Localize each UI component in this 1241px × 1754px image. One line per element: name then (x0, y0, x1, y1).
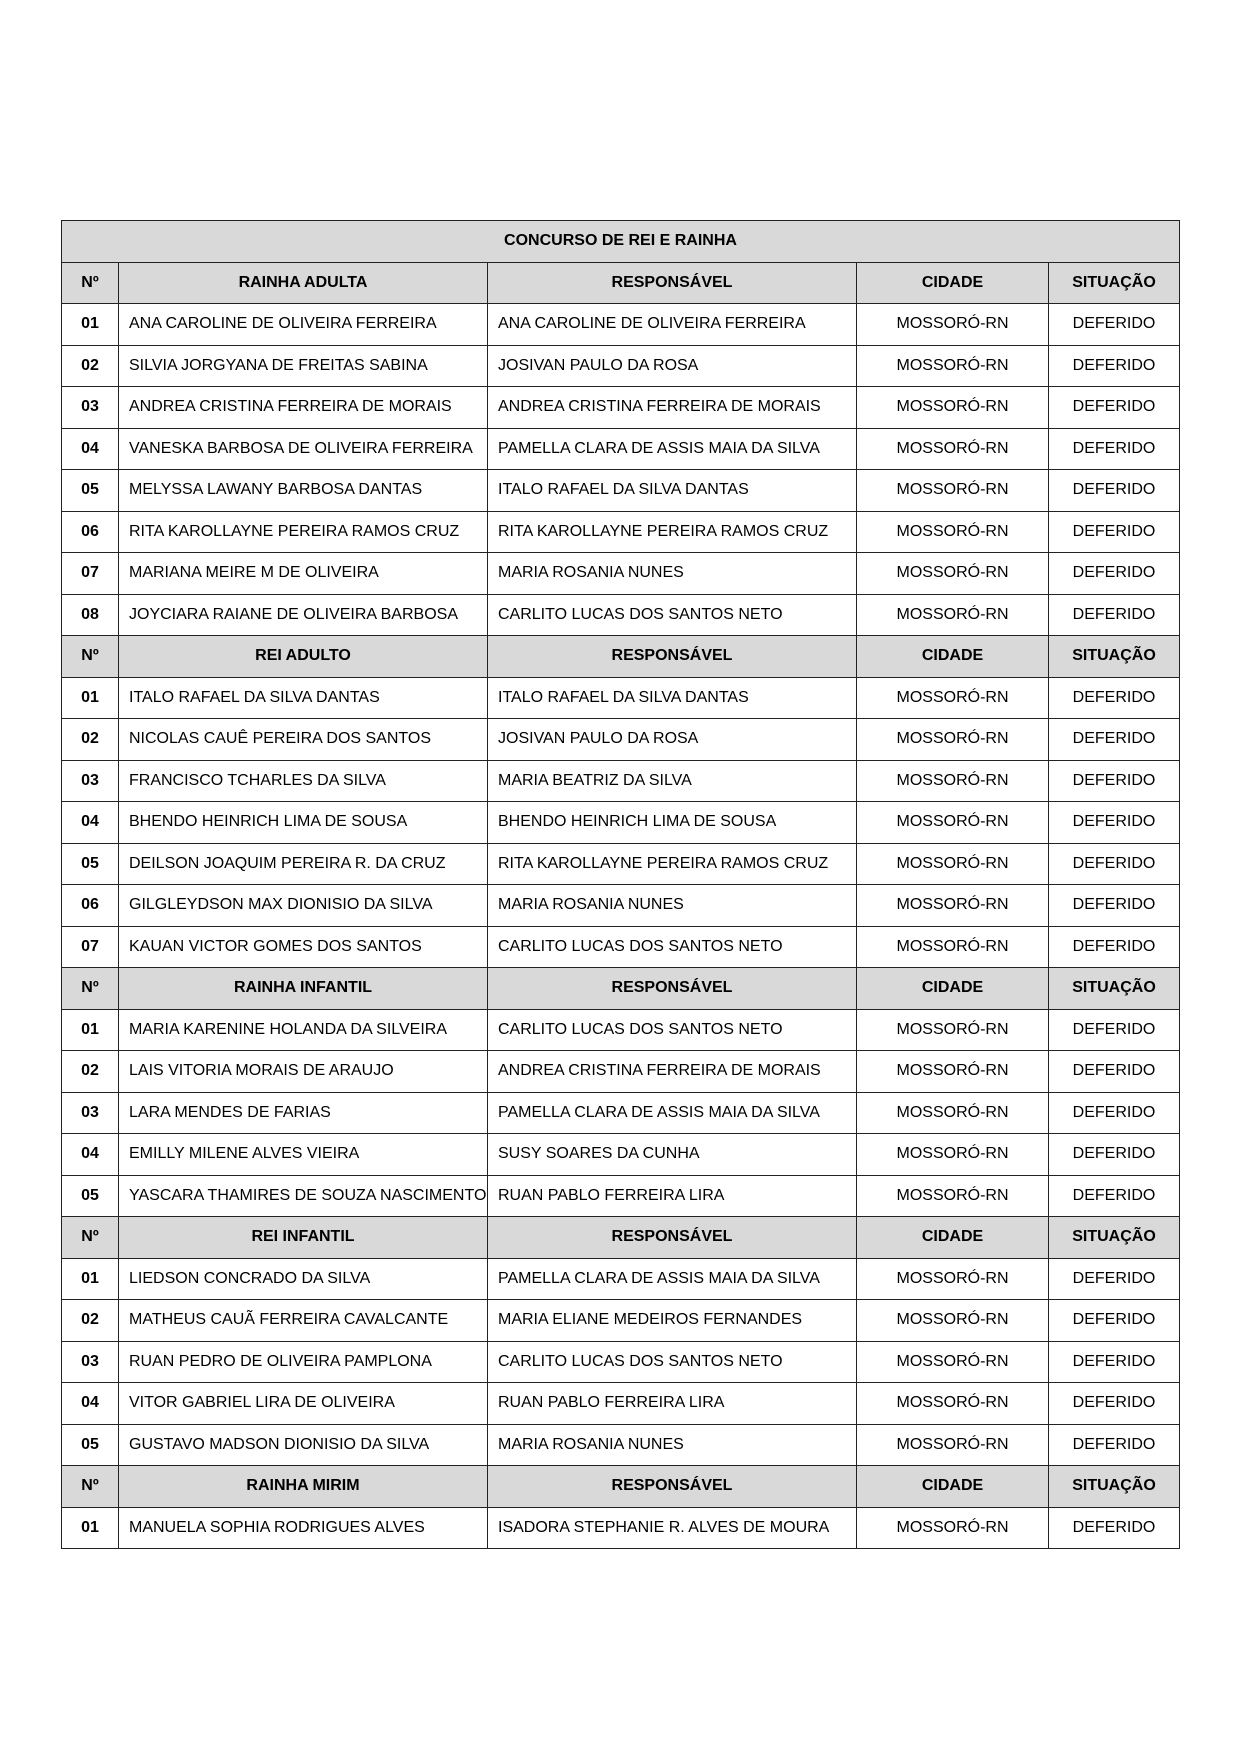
participant-name: BHENDO HEINRICH LIMA DE SOUSA (119, 802, 488, 844)
table-row (62, 1134, 1180, 1176)
city-cell: MOSSORÓ-RN (857, 1051, 1049, 1093)
table-row (62, 719, 1180, 761)
responsible-name: ITALO RAFAEL DA SILVA DANTAS (488, 677, 857, 719)
city-cell: MOSSORÓ-RN (857, 1507, 1049, 1549)
table-title: CONCURSO DE REI E RAINHA (62, 221, 1180, 263)
status-cell: DEFERIDO (1049, 1092, 1180, 1134)
responsible-name: PAMELLA CLARA DE ASSIS MAIA DA SILVA (488, 428, 857, 470)
status-cell: DEFERIDO (1049, 553, 1180, 595)
participant-name: GUSTAVO MADSON DIONISIO DA SILVA (119, 1424, 488, 1466)
header-category: RAINHA MIRIM (119, 1466, 488, 1508)
responsible-name: PAMELLA CLARA DE ASSIS MAIA DA SILVA (488, 1258, 857, 1300)
city-cell: MOSSORÓ-RN (857, 511, 1049, 553)
responsible-name: RITA KAROLLAYNE PEREIRA RAMOS CRUZ (488, 843, 857, 885)
row-number: 07 (62, 926, 119, 968)
row-number: 01 (62, 304, 119, 346)
status-cell: DEFERIDO (1049, 1258, 1180, 1300)
table-row (62, 1258, 1180, 1300)
city-cell: MOSSORÓ-RN (857, 1424, 1049, 1466)
table-row (62, 885, 1180, 927)
row-number: 05 (62, 843, 119, 885)
city-cell: MOSSORÓ-RN (857, 1092, 1049, 1134)
table-row (62, 1051, 1180, 1093)
table-row (62, 843, 1180, 885)
row-number: 05 (62, 470, 119, 512)
row-number: 07 (62, 553, 119, 595)
status-cell: DEFERIDO (1049, 1383, 1180, 1425)
responsible-name: MARIA ROSANIA NUNES (488, 1424, 857, 1466)
contest-table (61, 220, 1180, 1549)
header-category: REI INFANTIL (119, 1217, 488, 1259)
participant-name: MATHEUS CAUÃ FERREIRA CAVALCANTE (119, 1300, 488, 1342)
row-number: 03 (62, 760, 119, 802)
responsible-name: CARLITO LUCAS DOS SANTOS NETO (488, 1009, 857, 1051)
participant-name: SILVIA JORGYANA DE FREITAS SABINA (119, 345, 488, 387)
participant-name: KAUAN VICTOR GOMES DOS SANTOS (119, 926, 488, 968)
table-row (62, 677, 1180, 719)
participant-name: DEILSON JOAQUIM PEREIRA R. DA CRUZ (119, 843, 488, 885)
section-header-row (62, 968, 1180, 1010)
status-cell: DEFERIDO (1049, 802, 1180, 844)
section-header-row (62, 262, 1180, 304)
participant-name: MELYSSA LAWANY BARBOSA DANTAS (119, 470, 488, 512)
responsible-name: CARLITO LUCAS DOS SANTOS NETO (488, 926, 857, 968)
row-number: 05 (62, 1175, 119, 1217)
city-cell: MOSSORÓ-RN (857, 1258, 1049, 1300)
status-cell: DEFERIDO (1049, 304, 1180, 346)
table-row (62, 1507, 1180, 1549)
responsible-name: CARLITO LUCAS DOS SANTOS NETO (488, 1341, 857, 1383)
table-row (62, 802, 1180, 844)
header-city: CIDADE (857, 968, 1049, 1010)
city-cell: MOSSORÓ-RN (857, 1300, 1049, 1342)
table-row (62, 428, 1180, 470)
status-cell: DEFERIDO (1049, 470, 1180, 512)
city-cell: MOSSORÓ-RN (857, 843, 1049, 885)
participant-name: YASCARA THAMIRES DE SOUZA NASCIMENTO (119, 1175, 488, 1217)
status-cell: DEFERIDO (1049, 345, 1180, 387)
table-row (62, 511, 1180, 553)
city-cell: MOSSORÓ-RN (857, 553, 1049, 595)
row-number: 01 (62, 1009, 119, 1051)
table-row (62, 345, 1180, 387)
participant-name: LARA MENDES DE FARIAS (119, 1092, 488, 1134)
status-cell: DEFERIDO (1049, 1009, 1180, 1051)
status-cell: DEFERIDO (1049, 1300, 1180, 1342)
row-number: 02 (62, 345, 119, 387)
header-category: RAINHA ADULTA (119, 262, 488, 304)
header-city: CIDADE (857, 1217, 1049, 1259)
city-cell: MOSSORÓ-RN (857, 594, 1049, 636)
responsible-name: ANDREA CRISTINA FERREIRA DE MORAIS (488, 1051, 857, 1093)
status-cell: DEFERIDO (1049, 428, 1180, 470)
city-cell: MOSSORÓ-RN (857, 470, 1049, 512)
row-number: 01 (62, 1258, 119, 1300)
header-city: CIDADE (857, 1466, 1049, 1508)
status-cell: DEFERIDO (1049, 1175, 1180, 1217)
status-cell: DEFERIDO (1049, 1134, 1180, 1176)
row-number: 01 (62, 677, 119, 719)
status-cell: DEFERIDO (1049, 719, 1180, 761)
table-row (62, 926, 1180, 968)
city-cell: MOSSORÓ-RN (857, 1175, 1049, 1217)
participant-name: ITALO RAFAEL DA SILVA DANTAS (119, 677, 488, 719)
table-row (62, 387, 1180, 429)
responsible-name: MARIA ROSANIA NUNES (488, 885, 857, 927)
section-header-row (62, 1466, 1180, 1508)
header-status: SITUAÇÃO (1049, 262, 1180, 304)
row-number: 04 (62, 1134, 119, 1176)
responsible-name: PAMELLA CLARA DE ASSIS MAIA DA SILVA (488, 1092, 857, 1134)
participant-name: ANDREA CRISTINA FERREIRA DE MORAIS (119, 387, 488, 429)
row-number: 04 (62, 802, 119, 844)
participant-name: VANESKA BARBOSA DE OLIVEIRA FERREIRA (119, 428, 488, 470)
table-row (62, 1424, 1180, 1466)
status-cell: DEFERIDO (1049, 677, 1180, 719)
table-row (62, 1300, 1180, 1342)
city-cell: MOSSORÓ-RN (857, 926, 1049, 968)
row-number: 01 (62, 1507, 119, 1549)
participant-name: VITOR GABRIEL LIRA DE OLIVEIRA (119, 1383, 488, 1425)
city-cell: MOSSORÓ-RN (857, 1134, 1049, 1176)
row-number: 02 (62, 719, 119, 761)
participant-name: MANUELA SOPHIA RODRIGUES ALVES (119, 1507, 488, 1549)
participant-name: LAIS VITORIA MORAIS DE ARAUJO (119, 1051, 488, 1093)
header-num: Nº (62, 1217, 119, 1259)
table-row (62, 1009, 1180, 1051)
status-cell: DEFERIDO (1049, 594, 1180, 636)
header-status: SITUAÇÃO (1049, 968, 1180, 1010)
city-cell: MOSSORÓ-RN (857, 428, 1049, 470)
table-row (62, 1383, 1180, 1425)
responsible-name: ITALO RAFAEL DA SILVA DANTAS (488, 470, 857, 512)
table-row (62, 594, 1180, 636)
city-cell: MOSSORÓ-RN (857, 802, 1049, 844)
row-number: 04 (62, 1383, 119, 1425)
header-responsible: RESPONSÁVEL (488, 968, 857, 1010)
responsible-name: RUAN PABLO FERREIRA LIRA (488, 1175, 857, 1217)
city-cell: MOSSORÓ-RN (857, 1009, 1049, 1051)
row-number: 02 (62, 1051, 119, 1093)
header-status: SITUAÇÃO (1049, 1466, 1180, 1508)
header-responsible: RESPONSÁVEL (488, 1466, 857, 1508)
city-cell: MOSSORÓ-RN (857, 677, 1049, 719)
responsible-name: JOSIVAN PAULO DA ROSA (488, 719, 857, 761)
table-row (62, 1092, 1180, 1134)
responsible-name: ANA CAROLINE DE OLIVEIRA FERREIRA (488, 304, 857, 346)
table-row (62, 760, 1180, 802)
header-responsible: RESPONSÁVEL (488, 636, 857, 678)
table-body (62, 221, 1180, 1549)
responsible-name: SUSY SOARES DA CUNHA (488, 1134, 857, 1176)
header-responsible: RESPONSÁVEL (488, 1217, 857, 1259)
responsible-name: BHENDO HEINRICH LIMA DE SOUSA (488, 802, 857, 844)
status-cell: DEFERIDO (1049, 1341, 1180, 1383)
city-cell: MOSSORÓ-RN (857, 387, 1049, 429)
city-cell: MOSSORÓ-RN (857, 304, 1049, 346)
section-header-row (62, 1217, 1180, 1259)
responsible-name: MARIA ELIANE MEDEIROS FERNANDES (488, 1300, 857, 1342)
participant-name: RUAN PEDRO DE OLIVEIRA PAMPLONA (119, 1341, 488, 1383)
header-num: Nº (62, 968, 119, 1010)
responsible-name: RUAN PABLO FERREIRA LIRA (488, 1383, 857, 1425)
status-cell: DEFERIDO (1049, 843, 1180, 885)
participant-name: MARIANA MEIRE M DE OLIVEIRA (119, 553, 488, 595)
row-number: 08 (62, 594, 119, 636)
participant-name: FRANCISCO TCHARLES DA SILVA (119, 760, 488, 802)
status-cell: DEFERIDO (1049, 1051, 1180, 1093)
participant-name: NICOLAS CAUÊ PEREIRA DOS SANTOS (119, 719, 488, 761)
table-row (62, 470, 1180, 512)
header-num: Nº (62, 1466, 119, 1508)
header-num: Nº (62, 636, 119, 678)
row-number: 02 (62, 1300, 119, 1342)
city-cell: MOSSORÓ-RN (857, 345, 1049, 387)
status-cell: DEFERIDO (1049, 760, 1180, 802)
responsible-name: CARLITO LUCAS DOS SANTOS NETO (488, 594, 857, 636)
table-row (62, 304, 1180, 346)
city-cell: MOSSORÓ-RN (857, 1383, 1049, 1425)
table-row (62, 1341, 1180, 1383)
participant-name: GILGLEYDSON MAX DIONISIO DA SILVA (119, 885, 488, 927)
status-cell: DEFERIDO (1049, 511, 1180, 553)
header-status: SITUAÇÃO (1049, 636, 1180, 678)
header-category: REI ADULTO (119, 636, 488, 678)
row-number: 03 (62, 387, 119, 429)
status-cell: DEFERIDO (1049, 926, 1180, 968)
table-row (62, 1175, 1180, 1217)
table-row (62, 553, 1180, 595)
section-header-row (62, 636, 1180, 678)
responsible-name: ANDREA CRISTINA FERREIRA DE MORAIS (488, 387, 857, 429)
responsible-name: ISADORA STEPHANIE R. ALVES DE MOURA (488, 1507, 857, 1549)
responsible-name: RITA KAROLLAYNE PEREIRA RAMOS CRUZ (488, 511, 857, 553)
participant-name: LIEDSON CONCRADO DA SILVA (119, 1258, 488, 1300)
header-responsible: RESPONSÁVEL (488, 262, 857, 304)
status-cell: DEFERIDO (1049, 885, 1180, 927)
responsible-name: MARIA BEATRIZ DA SILVA (488, 760, 857, 802)
row-number: 03 (62, 1092, 119, 1134)
row-number: 06 (62, 885, 119, 927)
participant-name: EMILLY MILENE ALVES VIEIRA (119, 1134, 488, 1176)
city-cell: MOSSORÓ-RN (857, 1341, 1049, 1383)
city-cell: MOSSORÓ-RN (857, 885, 1049, 927)
participant-name: RITA KAROLLAYNE PEREIRA RAMOS CRUZ (119, 511, 488, 553)
participant-name: JOYCIARA RAIANE DE OLIVEIRA BARBOSA (119, 594, 488, 636)
row-number: 05 (62, 1424, 119, 1466)
header-city: CIDADE (857, 262, 1049, 304)
participant-name: MARIA KARENINE HOLANDA DA SILVEIRA (119, 1009, 488, 1051)
header-category: RAINHA INFANTIL (119, 968, 488, 1010)
city-cell: MOSSORÓ-RN (857, 719, 1049, 761)
status-cell: DEFERIDO (1049, 1507, 1180, 1549)
table-title-row (62, 221, 1180, 263)
status-cell: DEFERIDO (1049, 387, 1180, 429)
responsible-name: JOSIVAN PAULO DA ROSA (488, 345, 857, 387)
participant-name: ANA CAROLINE DE OLIVEIRA FERREIRA (119, 304, 488, 346)
status-cell: DEFERIDO (1049, 1424, 1180, 1466)
header-status: SITUAÇÃO (1049, 1217, 1180, 1259)
row-number: 04 (62, 428, 119, 470)
header-num: Nº (62, 262, 119, 304)
header-city: CIDADE (857, 636, 1049, 678)
row-number: 06 (62, 511, 119, 553)
row-number: 03 (62, 1341, 119, 1383)
city-cell: MOSSORÓ-RN (857, 760, 1049, 802)
responsible-name: MARIA ROSANIA NUNES (488, 553, 857, 595)
